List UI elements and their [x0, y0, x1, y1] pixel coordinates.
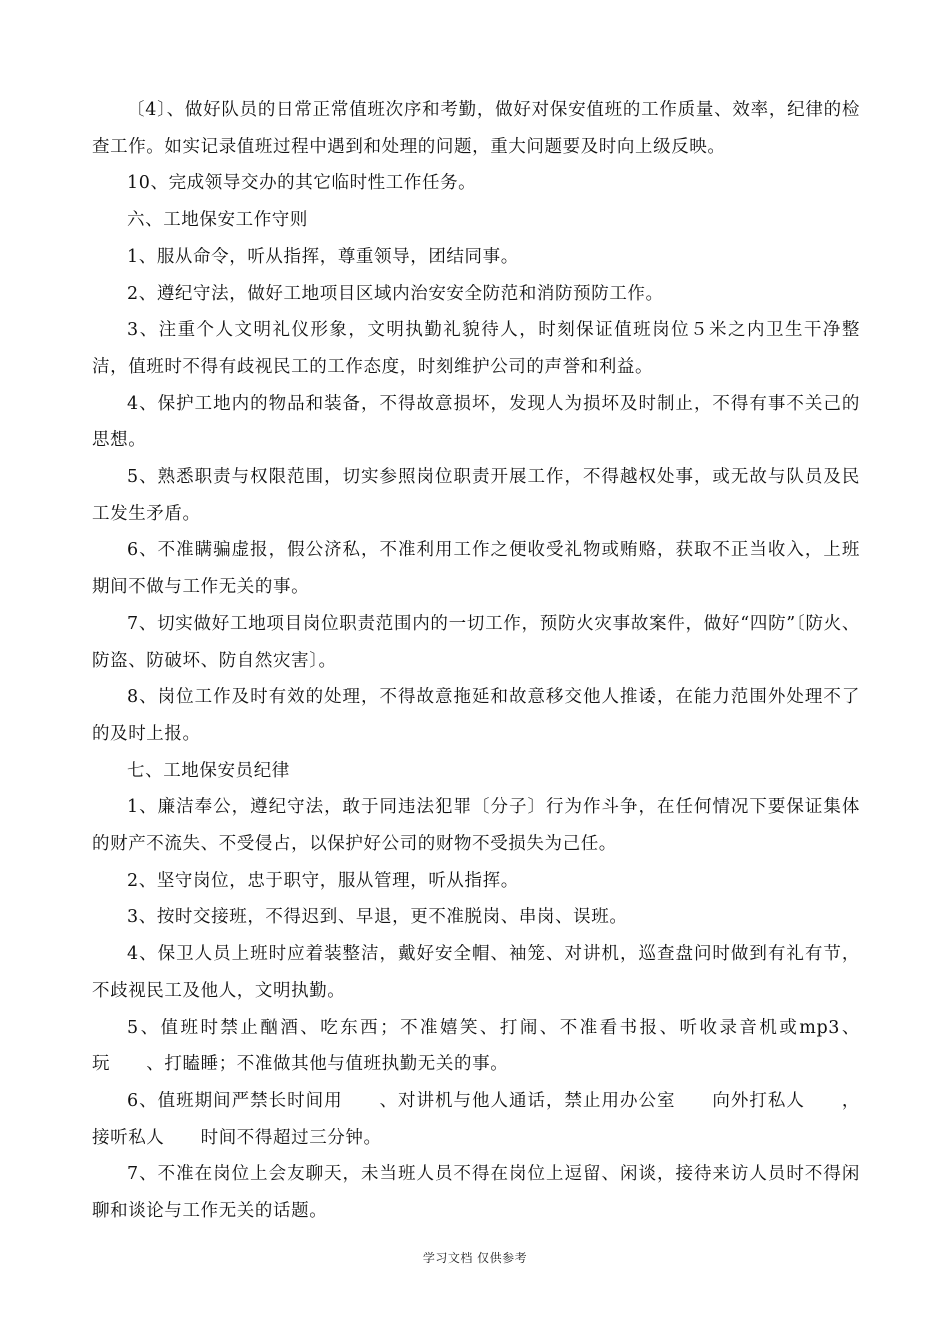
paragraph: 5、值班时禁止酗酒、吃东西；不准嬉笑、打闹、不准看书报、听收录音机或mp3、玩 、打瞌睡；不准做其他与值班执勤无关的事。 — [92, 1017, 860, 1075]
paragraph: 4、保护工地内的物品和装备，不得故意损坏，发现人为损坏及时制止，不得有事不关己的思想。 — [92, 393, 860, 451]
paragraph: 10、完成领导交办的其它临时性工作任务。 — [127, 173, 477, 194]
paragraph: 6、值班期间严禁长时间用 、对讲机与他人通话，禁止用办公室 向外打私人 ，接听私人 时间不得超过三分钟。 — [92, 1090, 860, 1148]
paragraph: 5、熟悉职责与权限范围，切实参照岗位职责开展工作，不得越权处事，或无故与队员及民工发生矛盾。 — [92, 467, 860, 524]
paragraph: 3、注重个人文明礼仪形象，文明执勤礼貌待人，时刻保证值班岗位５米之内卫生干净整洁，值班时不得有歧视民工的工作态度，时刻维护公司的声誉和利益。 — [92, 320, 860, 377]
paragraph: 1、廉洁奉公，遵纪守法，敢于同违法犯罪〔分子〕行为作斗争，在任何情况下要保证集体的财产不流失、不受侵占，以保护好公司的财物不受损失为己任。 — [92, 797, 860, 855]
paragraph: 6、不准瞒骗虚报，假公济私，不准利用工作之便收受礼物或贿赂，获取不正当收入，上班期间不做与工作无关的事。 — [92, 540, 860, 598]
paragraph: 7、切实做好工地项目岗位职责范围内的一切工作，预防火灾事故案件，做好“四防”〔防火、防盗、防破坏、防自然灾害〕。 — [92, 613, 860, 671]
paragraph: 2、坚守岗位，忠于职守，服从管理，听从指挥。 — [127, 870, 519, 891]
document-body — [92, 92, 860, 1230]
paragraph: 8、岗位工作及时有效的处理，不得故意拖延和故意移交他人推诿，在能力范围外处理不了的及时上报。 — [92, 687, 860, 744]
section-heading: 七、工地保安员纪律 — [127, 760, 290, 781]
page-footer: 学习文档 仅供参考 — [422, 1251, 528, 1265]
paragraph: 3、按时交接班，不得迟到、早退，更不准脱岗、串岗、误班。 — [127, 907, 628, 928]
paragraph: 〔4〕、做好队员的日常正常值班次序和考勤，做好对保安值班的工作质量、效率，纪律的检查工作。如实记录值班过程中遇到和处理的问题，重大问题要及时向上级反映。 — [92, 100, 860, 157]
paragraph: 7、不准在岗位上会友聊天，未当班人员不得在岗位上逗留、闲谈，接待来访人员时不得闲聊和谈论与工作无关的话题。 — [92, 1164, 860, 1222]
section-heading: 六、工地保安工作守则 — [127, 210, 308, 231]
paragraph: 2、遵纪守法，做好工地项目区域内治安安全防范和消防预防工作。 — [127, 283, 664, 304]
paragraph: 1、服从命令，听从指挥，尊重领导，团结同事。 — [127, 246, 519, 267]
paragraph: 4、保卫人员上班时应着装整洁，戴好安全帽、袖笼、对讲机，巡查盘问时做到有礼有节，不歧视民工及他人，文明执勤。 — [92, 944, 860, 1001]
